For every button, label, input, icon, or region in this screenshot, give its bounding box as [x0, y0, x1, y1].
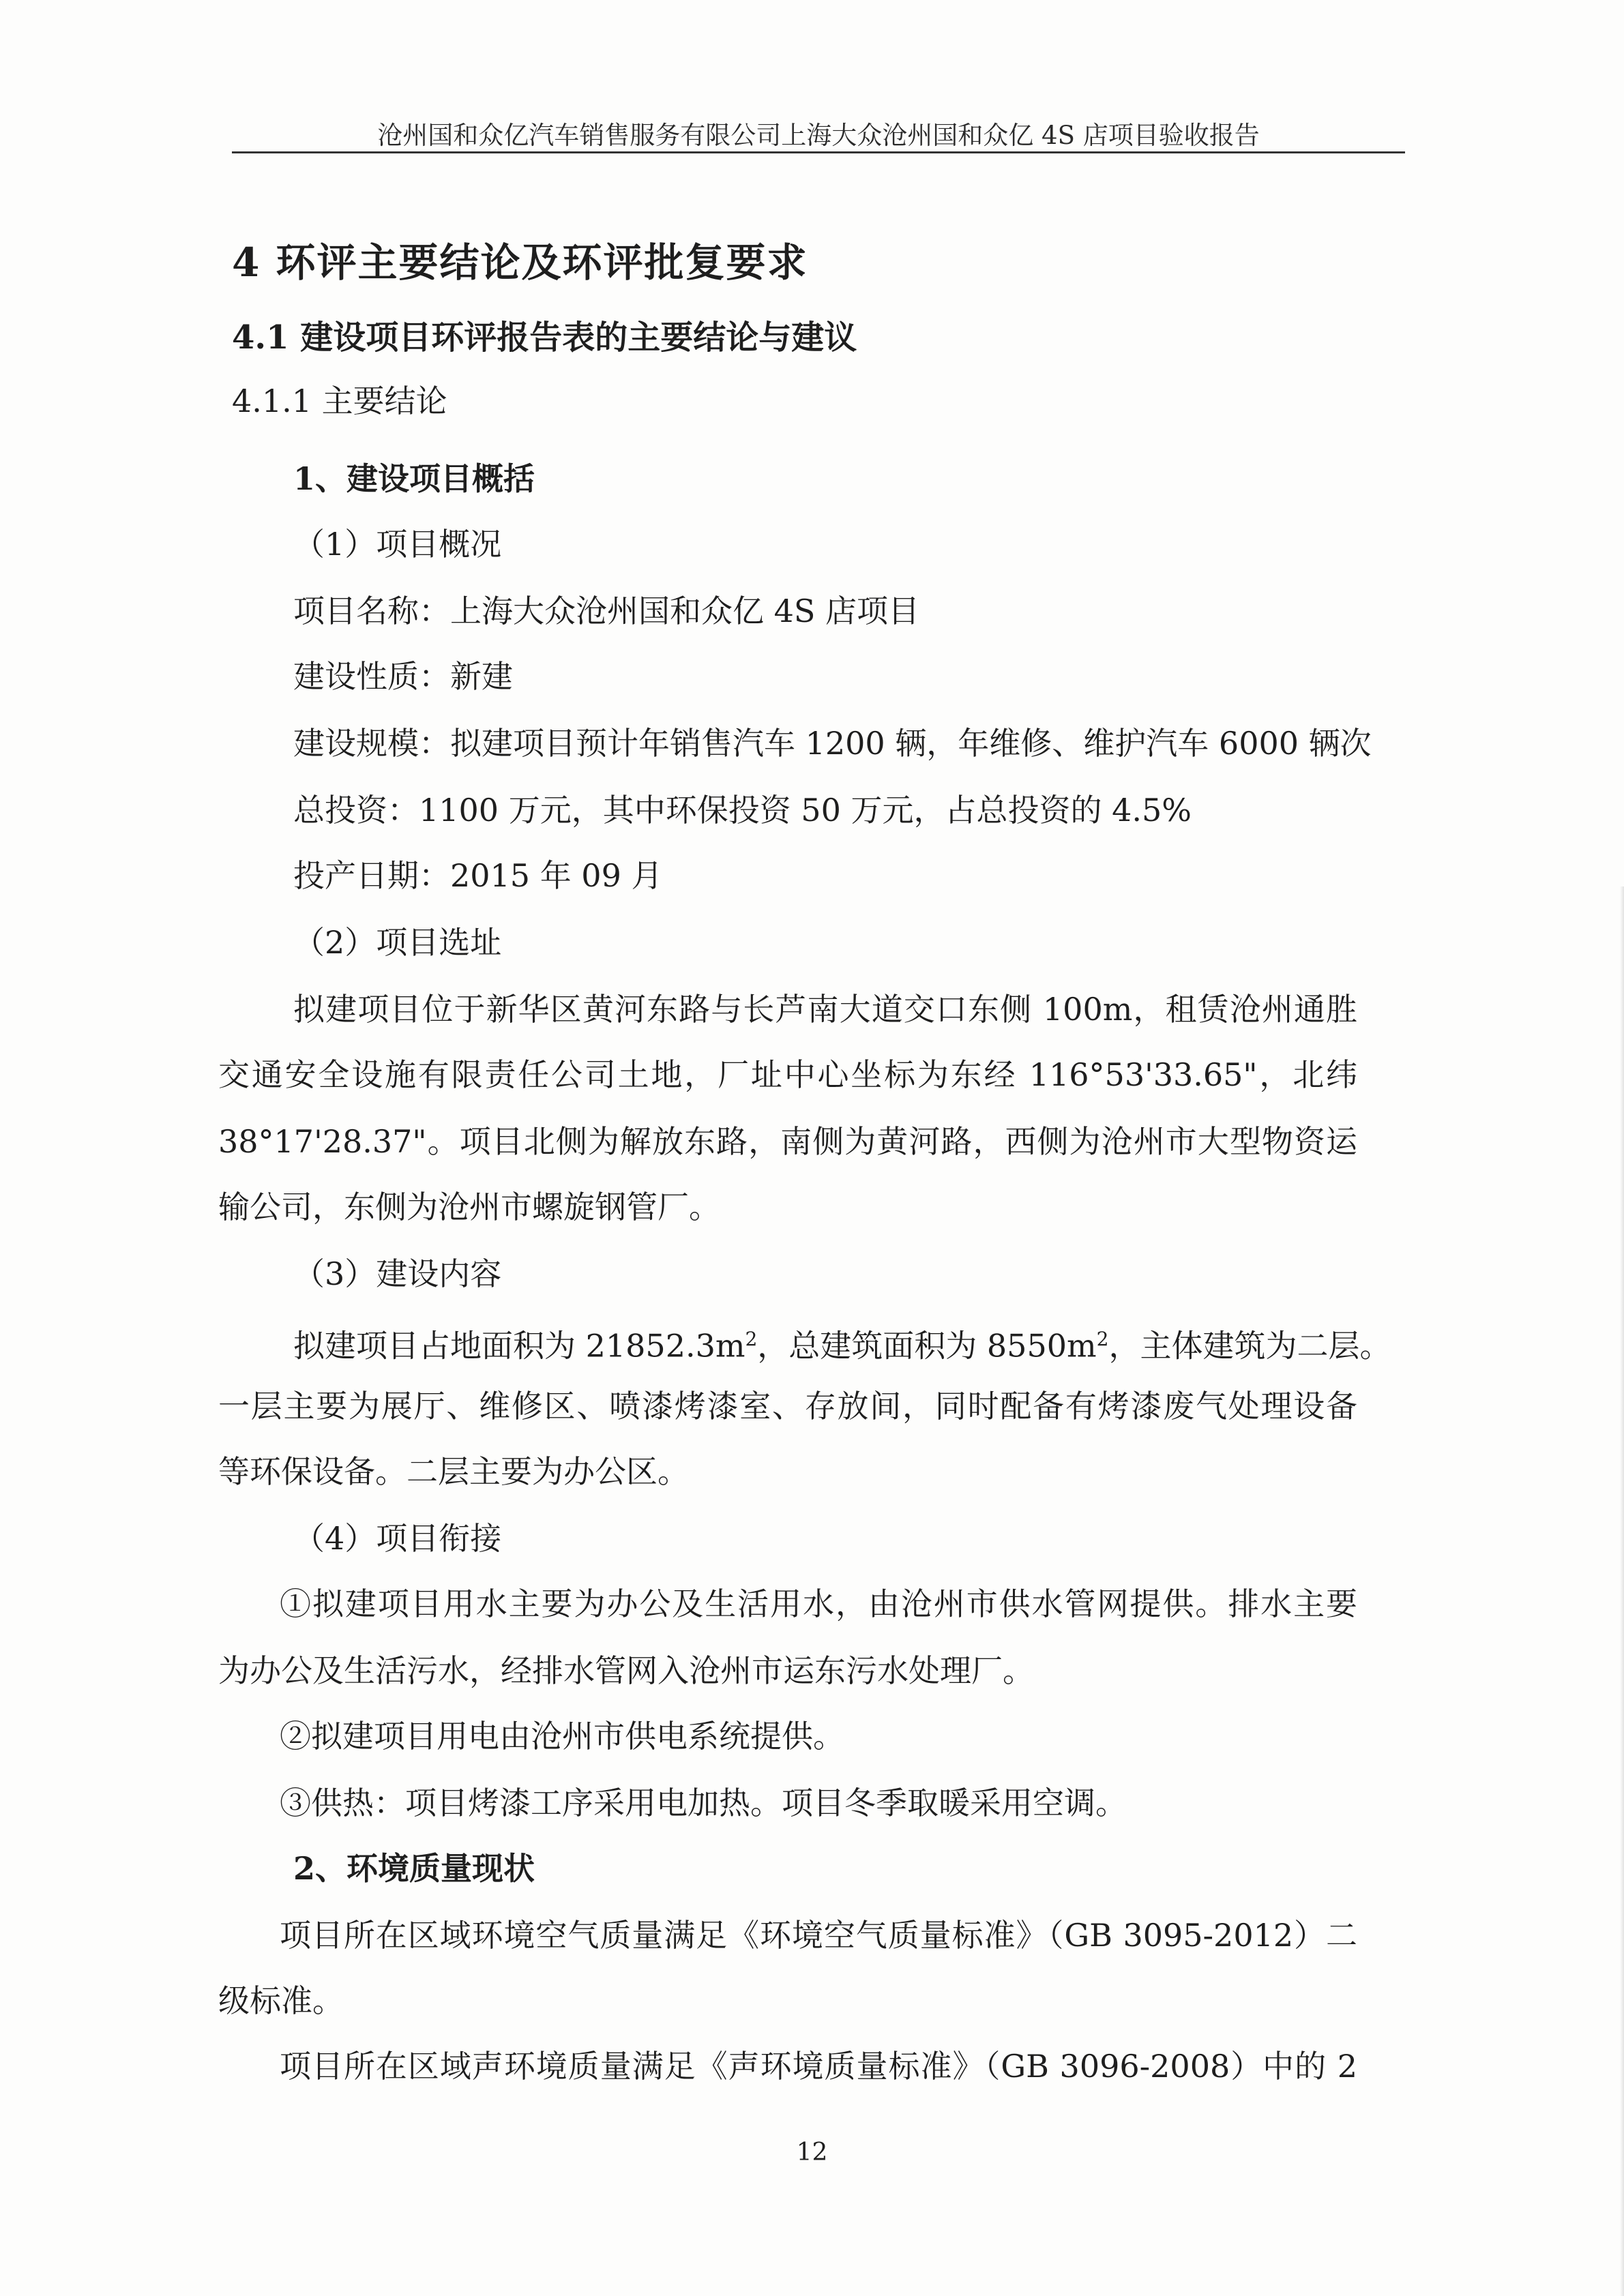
subsection-heading: 4.1 建设项目环评报告表的主要结论与建议 [232, 318, 857, 357]
site-line-4: 输公司，东侧为沧州市螺旋钢管厂。 [218, 1189, 720, 1225]
air-line-1: 项目所在区域环境空气质量满足《环境空气质量标准》（GB 3095-2012）二 [280, 1917, 1357, 1954]
content-structure-text: ，主体建筑为二层。 [1108, 1327, 1391, 1365]
project-investment: 总投资：1100 万元，其中环保投资 50 万元，占总投资的 4.5% [293, 792, 1192, 829]
project-name: 项目名称：上海大众沧州国和众亿 4S 店项目 [293, 593, 920, 629]
heating-line: ③供热：项目烤漆工序采用电加热。项目冬季取暖采用空调。 [280, 1785, 1127, 1821]
air-line-2: 级标准。 [218, 1982, 344, 2019]
part1-heading: 1、建设项目概括 [293, 460, 535, 497]
power-line: ②拟建项目用电由沧州市供电系统提供。 [280, 1718, 844, 1755]
site-line-3: 38°17'28.37"。项目北侧为解放东路，南侧为黄河路，西侧为沧州市大型物资运 [218, 1123, 1357, 1160]
content-line-1 [293, 1319, 1391, 1366]
running-header: 沧州国和众亿汽车销售服务有限公司上海大众沧州国和众亿 4S 店项目验收报告 [377, 121, 1260, 150]
connection-label: （4）项目衔接 [293, 1520, 502, 1557]
content-label: （3）建设内容 [293, 1255, 502, 1292]
content-area-text: 拟建项目占地面积为 21852.3m [293, 1327, 745, 1365]
water-line-2: 为办公及生活污水，经排水管网入沧州市运东污水处理厂。 [218, 1652, 1034, 1689]
overview-label: （1）项目概况 [293, 526, 502, 563]
content-building-sup: 2 [1096, 1328, 1109, 1350]
site-label: （2）项目选址 [293, 924, 502, 961]
project-nature: 建设性质：新建 [293, 658, 513, 695]
project-date: 投产日期：2015 年 09 月 [293, 857, 663, 894]
content-line-3: 等环保设备。二层主要为办公区。 [218, 1453, 689, 1490]
header-rule [232, 151, 1405, 153]
project-scale: 建设规模：拟建项目预计年销售汽车 1200 辆，年维修、维护汽车 6000 辆次 [293, 725, 1372, 762]
page-number: 12 [796, 2138, 828, 2166]
water-line-1: ①拟建项目用水主要为办公及生活用水，由沧州市供水管网提供。排水主要 [280, 1585, 1357, 1622]
site-line-2: 交通安全设施有限责任公司土地，厂址中心坐标为东经 116°53'33.65"，北纬 [218, 1056, 1357, 1093]
content-area-sup: 2 [745, 1328, 758, 1350]
content-line-2: 一层主要为展厅、维修区、喷漆烤漆室、存放间，同时配备有烤漆废气处理设备 [218, 1388, 1357, 1425]
subsubsection-heading: 4.1.1 主要结论 [232, 383, 447, 419]
site-line-1: 拟建项目位于新华区黄河东路与长芦南大道交口东侧 100m，租赁沧州通胜 [293, 991, 1357, 1028]
noise-line: 项目所在区域声环境质量满足《声环境质量标准》（GB 3096-2008）中的 2 [280, 2048, 1357, 2085]
content-building-text: ，总建筑面积为 8550m [757, 1327, 1097, 1365]
scan-edge-shadow [1620, 886, 1624, 2296]
part2-heading: 2、环境质量现状 [293, 1850, 535, 1887]
section-heading: 4 环评主要结论及环评批复要求 [232, 239, 808, 286]
